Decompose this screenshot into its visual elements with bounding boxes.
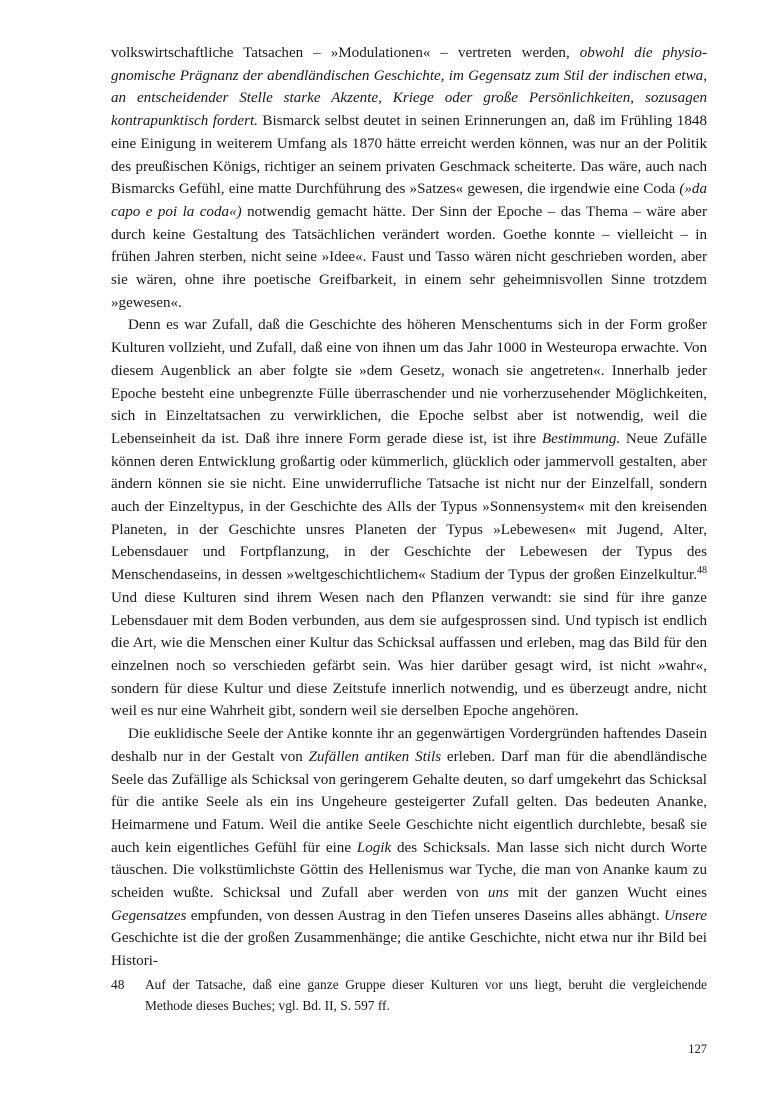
emphasis-text: Unsere — [663, 907, 707, 924]
emphasis-text: (»da capo e poi la coda«) — [111, 181, 707, 220]
footnote-reference: 48 — [697, 565, 707, 577]
emphasis-text: Bestimmung. — [541, 430, 621, 447]
text-run: Neue Zufälle können deren Entwicklung großartig oder kümmerlich, glücklich oder jammervoll gestalten, aber ändern können sie sie nicht. Eine unwiderrufliche Tatsache ist nicht nur der Einzelfall, sondern auch der Einzeltypus, in der Geschichte des Alls der Typus »Sonnensystem« mit den kreisenden Planeten, in der Geschichte unsres Planeten der Typus »Lebewesen« mit Jugend, Alter, Lebensdauer und Fortpflanzung, in der Geschichte der Lebewesen der Typus des Menschendaseins, in dessen »weltgeschichtlichem« Stadium der Typus der großen Einzelkultur. — [111, 430, 707, 584]
text-run: des Schicksals. Man lasse sich nicht durch Worte täuschen. Die volkstümlichste Göttin des Hellenismus war Tyche, die man von Ananke kaum zu scheiden wußte. Schicksal und Zufall aber werden von — [111, 839, 707, 902]
footnote-number: 48 — [111, 977, 125, 992]
text-run: Die euklidische Seele der Antike konnte ihr an gegenwärtigen Vordergründen haftendes Dasein deshalb nur in der Gestalt von — [111, 726, 707, 765]
text-run: volkswirtschaftliche Tatsachen – »Modulationen« – vertreten werden, — [111, 45, 580, 61]
emphasis-text: obwohl die physiognomische Prägnanz der abendländischen Geschichte, im Gegensatz zum Stil der indischen etwa, an entscheidender Stelle starke Akzente, Kriege oder große Persönlichkeiten, sozusagen kontrapunktisch fordert. — [111, 45, 708, 130]
text-run: erleben. Darf man für die abendländische Seele das Zufällige als Schicksal von geringerem Gehalte deuten, so darf umgekehrt das Schicksal für die antike Seele als ein ins Ungeheure gesteigerter Zufall gelten. Das bedeuten Ananke, Heimarmene und Fatum. Weil die antike Seele Geschichte nicht eigentlich durchlebte, besaß sie auch kein eigentliches Gefühl für eine — [111, 748, 707, 856]
footnote-text: Auf der Tatsache, daß eine ganze Gruppe dieser Kulturen vor uns liegt, beruht die vergleichende Methode dieses Buches; vgl. Bd. II, S. 597 ff. — [145, 977, 707, 1013]
emphasis-text: uns — [487, 885, 509, 902]
paragraph — [111, 723, 707, 973]
text-run: notwendig gemacht hätte. Der Sinn der Epoche – das Thema – wäre aber durch keine Gestaltung des Tatsächlichen verändert worden. Goethe konnte – vielleicht – in frühen Jahren sterben, nicht seine »Idee«. Faust und Tasso wären nicht geschrieben worden, aber sie wären, ohne ihre poetische Greifbarkeit, in einem sehr geheimnisvollen Sinne trotzdem »gewesen«. — [111, 203, 707, 311]
emphasis-text: Zufällen antiken Stils — [308, 748, 442, 765]
text-run: mit der ganzen Wucht eines — [508, 885, 708, 902]
emphasis-text: Gegensatzes — [111, 907, 187, 924]
paragraph — [111, 314, 707, 723]
body-text — [111, 42, 707, 973]
emphasis-text: Logik — [356, 839, 392, 856]
footnote — [111, 974, 707, 1016]
text-run: Geschichte ist die der großen Zusammenhänge; die antike Geschichte, nicht etwa nur ihr Bild bei Histori- — [111, 930, 707, 970]
page-number: 127 — [688, 1042, 707, 1056]
text-run: Bismarck selbst deutet in seinen Erinnerungen an, daß im Frühling 1848 eine Einigung in weiterem Umfang als 1870 hätte erreicht werden können, was nur an der Politik des preußischen Königs, richtiger an seinem privaten Geschmack scheiterte. Das wäre, auch nach Bismarcks Gefühl, eine matte Durchführung des »Satzes« gewesen, die irgendwie eine Coda — [111, 113, 707, 198]
paragraph — [111, 42, 707, 314]
text-run: Denn es war Zufall, daß die Geschichte des höheren Menschentums sich in der Form großer Kulturen vollzieht, und Zufall, daß eine von ihnen um das Jahr 1000 in Westeuropa erwachte. Von diesem Augenblick an aber folgte sie »dem Gesetz, wonach sie angetreten«. Innerhalb jeder Epoche besteht eine unbegrenzte Fülle überraschender und nie vorherzusehender Möglichkeiten, sich in Einzeltatsachen zu verwirklichen, die Epoche selbst aber ist notwendig, weil die Lebenseinheit da ist. Daß ihre innere Form gerade diese ist, ist ihre — [111, 317, 707, 447]
text-run: Und diese Kulturen sind ihrem Wesen nach den Pflanzen verwandt: sie sind für ihre ganze Lebensdauer mit dem Boden verbunden, aus dem sie aufgesprossen sind. Und typisch ist endlich die Art, wie die Menschen einer Kultur das Schicksal auffassen und erleben, mag das Bild für den einzelnen noch so verschieden gefärbt sein. Was hier darüber gesagt wird, ist nicht »wahr«, sondern für diese Kultur und diese Zeitstufe innerlich notwendig, und es überzeugt andre, nicht weil es nur eine Wahrheit gibt, sondern weil sie derselben Epoche angehören. — [111, 589, 707, 720]
text-run: empfunden, von dessen Austrag in den Tiefen unseres Daseins alles abhängt. — [186, 907, 664, 924]
